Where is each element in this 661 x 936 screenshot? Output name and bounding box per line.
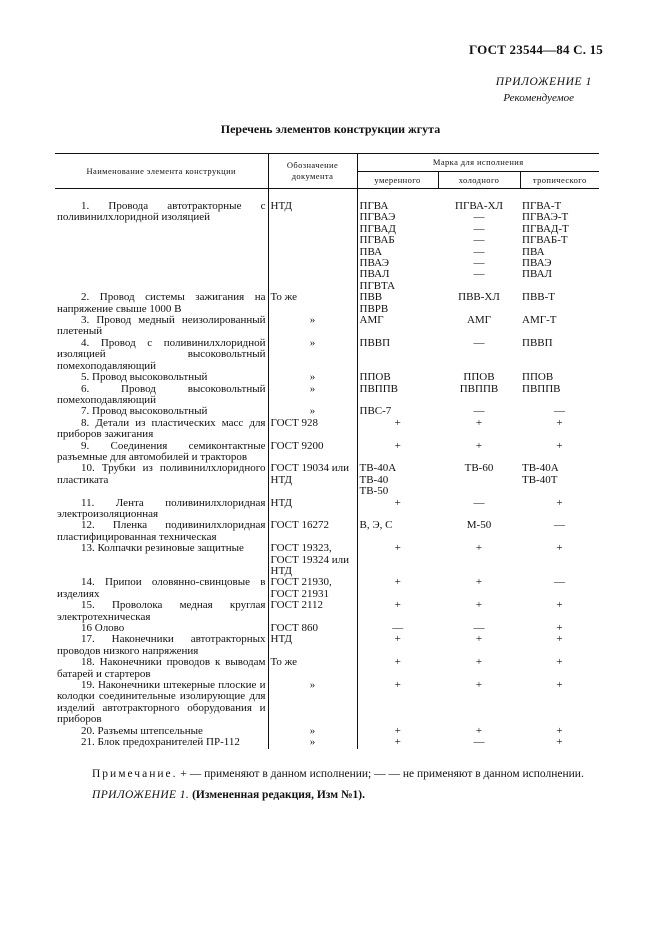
cold-mark-text: ПГВА-ХЛ — — — — — — xyxy=(455,200,503,281)
element-name-text: 5. Провод высоковольтный xyxy=(81,371,208,384)
element-name-text: 1. Провода автотракторные с поливинилхлоридной изоляцией xyxy=(57,200,266,224)
cold-mark-text: ПВППВ xyxy=(459,382,499,395)
cold-mark-cell xyxy=(438,680,520,726)
cold-mark-cell xyxy=(438,418,520,441)
cold-mark-cell xyxy=(438,657,520,680)
cold-mark-text: + xyxy=(475,656,483,669)
header-cold: холодного xyxy=(438,172,520,189)
document-text: То же xyxy=(270,291,297,304)
moderate-mark-text: + xyxy=(394,416,401,429)
tropical-mark-text: + xyxy=(556,622,563,635)
cold-mark-text: — xyxy=(473,736,485,749)
cold-mark-cell xyxy=(438,441,520,464)
document-cell xyxy=(268,634,357,657)
moderate-mark-text: + xyxy=(394,542,401,555)
document-cell xyxy=(268,315,357,338)
cold-mark-text: — xyxy=(473,622,485,635)
tropical-mark-text: + xyxy=(556,542,563,555)
document-text: » xyxy=(309,736,316,749)
cold-mark-text: АМГ xyxy=(466,314,492,327)
document-cell xyxy=(268,543,357,577)
document-text: ГОСТ 21930, ГОСТ 21931 xyxy=(270,576,332,600)
tropical-mark-cell xyxy=(520,463,599,497)
moderate-mark-text: В, Э, С xyxy=(359,519,393,532)
tropical-mark-cell xyxy=(520,315,599,338)
element-name-cell xyxy=(55,384,268,407)
document-text: ГОСТ 19323, ГОСТ 19324 или НТД xyxy=(270,542,349,577)
tropical-mark-text: ППОВ xyxy=(522,371,554,384)
table-body xyxy=(55,189,599,749)
table-row xyxy=(55,463,599,497)
moderate-mark-text: ПВС-7 xyxy=(359,405,392,418)
table-row xyxy=(55,577,599,600)
cold-mark-text: + xyxy=(475,599,483,612)
element-name-cell xyxy=(55,543,268,577)
header-name: Наименование элемента конструкции xyxy=(55,154,268,189)
document-cell xyxy=(268,520,357,543)
table-row xyxy=(55,441,599,464)
cold-mark-cell xyxy=(438,315,520,338)
cold-mark-cell xyxy=(438,577,520,600)
element-name-text: 10. Трубки из поливинилхлоридного пластиката xyxy=(57,462,266,486)
document-cell xyxy=(268,600,357,623)
element-name-cell xyxy=(55,680,268,726)
moderate-mark-cell xyxy=(357,657,438,680)
tropical-mark-text: — xyxy=(554,576,565,589)
cold-mark-text: ППОВ xyxy=(463,371,495,384)
cold-mark-cell xyxy=(438,634,520,657)
document-text: ГОСТ 928 xyxy=(270,416,318,429)
moderate-mark-text: + xyxy=(394,724,401,737)
cold-mark-text: ТВ-60 xyxy=(464,462,494,475)
table-note xyxy=(92,768,584,780)
element-name-text: 17. Наконечники автотракторных проводов низкого напряжения xyxy=(57,633,266,657)
table-title: Перечень элементов конструкции жгута xyxy=(220,122,441,136)
moderate-mark-cell xyxy=(357,292,438,315)
moderate-mark-text: ПВВ ПВРВ xyxy=(359,291,389,315)
moderate-mark-text: ПВППВ xyxy=(359,382,399,395)
tropical-mark-text: + xyxy=(556,724,563,737)
tropical-mark-cell xyxy=(520,292,599,315)
tropical-mark-text: ПГВА-Т ПГВАЭ-Т ПГВАД-Т ПГВАБ-Т ПВА ПВАЭ ПВАЛ xyxy=(522,200,569,281)
revision-text: (Измененная редакция, Изм №1). xyxy=(192,789,365,801)
document-text: То же xyxy=(270,656,297,669)
element-name-cell xyxy=(55,737,268,748)
document-text: ГОСТ 19034 или НТД xyxy=(270,462,349,486)
table-row xyxy=(55,737,599,748)
tropical-mark-text: АМГ-Т xyxy=(522,314,557,327)
cold-mark-cell xyxy=(438,498,520,521)
cold-mark-cell xyxy=(438,737,520,748)
document-cell xyxy=(268,463,357,497)
tropical-mark-text: + xyxy=(556,736,563,749)
moderate-mark-text: ПГВА ПГВАЭ ПГВАД ПГВАБ ПВА ПВАЭ ПВАЛ ПГВТА xyxy=(359,200,396,292)
revision-appendix: ПРИЛОЖЕНИЕ 1. xyxy=(92,789,190,801)
table-row xyxy=(55,418,599,441)
appendix-label: ПРИЛОЖЕНИЕ 1 xyxy=(495,76,592,88)
moderate-mark-cell xyxy=(357,463,438,497)
document-text: » xyxy=(309,336,316,349)
tropical-mark-cell xyxy=(520,634,599,657)
document-cell xyxy=(268,441,357,464)
cold-mark-text: + xyxy=(475,439,483,452)
cold-mark-cell xyxy=(438,600,520,623)
element-name-cell xyxy=(55,315,268,338)
tropical-mark-text: ПВВ-Т xyxy=(522,291,555,304)
element-name-text: 19. Наконечники штекерные плоские и колодки соединительные изолирующие для изделий автотракторного оборудования и приборов xyxy=(57,679,266,726)
element-name-cell xyxy=(55,520,268,543)
element-name-cell xyxy=(55,418,268,441)
table-row xyxy=(55,657,599,680)
document-cell xyxy=(268,657,357,680)
document-text: » xyxy=(309,724,316,737)
moderate-mark-cell xyxy=(357,520,438,543)
table-row xyxy=(55,634,599,657)
cold-mark-text: + xyxy=(475,724,483,737)
tropical-mark-text: ТВ-40А ТВ-40Т xyxy=(522,462,559,486)
element-name-text: 6. Провод высоковольтный помехоподавляющий xyxy=(57,382,266,406)
document-text: » xyxy=(309,371,316,384)
moderate-mark-cell xyxy=(357,418,438,441)
table-row xyxy=(55,201,599,292)
tropical-mark-text: — xyxy=(554,519,565,532)
cold-mark-text: + xyxy=(475,416,483,429)
table-row xyxy=(55,600,599,623)
header-mark: Марка для исполнения xyxy=(357,154,599,172)
tropical-mark-text: + xyxy=(556,656,563,669)
element-name-cell xyxy=(55,441,268,464)
cold-mark-cell xyxy=(438,201,520,292)
document-text: » xyxy=(309,314,316,327)
revision-note xyxy=(92,789,365,801)
element-name-cell xyxy=(55,600,268,623)
cold-mark-cell xyxy=(438,292,520,315)
tropical-mark-cell xyxy=(520,201,599,292)
moderate-mark-text: ТВ-40А ТВ-40 ТВ-50 xyxy=(359,462,397,498)
document-reference: ГОСТ 23544—84 С. 15 xyxy=(469,42,603,57)
document-cell xyxy=(268,577,357,600)
element-name-text: 14. Припои оловянно-свинцовые в изделиях xyxy=(57,576,266,600)
document-cell xyxy=(268,384,357,407)
cold-mark-cell xyxy=(438,520,520,543)
cold-mark-cell xyxy=(438,463,520,497)
element-name-cell xyxy=(55,463,268,497)
element-name-text: 13. Колпачки резиновые защитные xyxy=(81,542,244,555)
moderate-mark-text: + xyxy=(394,656,401,669)
cold-mark-cell xyxy=(438,384,520,407)
document-cell xyxy=(268,737,357,748)
element-name-text: 18. Наконечники проводов к выводам батарей и стартеров xyxy=(57,656,266,680)
tropical-mark-text: + xyxy=(556,439,563,452)
tropical-mark-text: ПВППВ xyxy=(522,382,561,395)
element-name-cell xyxy=(55,292,268,315)
element-name-text: 7. Провод высоковольтный xyxy=(81,405,208,418)
table-row xyxy=(55,338,599,372)
cold-mark-text: + xyxy=(475,679,483,692)
element-name-text: 12. Пленка подивинилхлоридная пластифицированная техническая xyxy=(57,519,266,543)
tropical-mark-cell xyxy=(520,657,599,680)
element-name-text: 9. Соединения семиконтактные разъемные для автомобилей и тракторов xyxy=(57,439,266,463)
moderate-mark-cell xyxy=(357,680,438,726)
moderate-mark-cell xyxy=(357,634,438,657)
moderate-mark-cell xyxy=(357,201,438,292)
moderate-mark-text: АМГ xyxy=(359,314,384,327)
cold-mark-text: ПВВ-ХЛ xyxy=(458,291,500,304)
tropical-mark-text: + xyxy=(556,633,563,646)
tropical-mark-text: + xyxy=(556,496,563,509)
table-row xyxy=(55,680,599,726)
moderate-mark-cell xyxy=(357,737,438,748)
element-name-cell xyxy=(55,577,268,600)
moderate-mark-cell xyxy=(357,498,438,521)
document-text: » xyxy=(309,382,316,395)
note-text: + — применяют в данном исполнении; — — не применяют в данном исполнении. xyxy=(180,768,584,780)
document-text: ГОСТ 2112 xyxy=(270,599,324,612)
element-name-cell xyxy=(55,201,268,292)
moderate-mark-cell xyxy=(357,384,438,407)
document-text: ГОСТ 860 xyxy=(270,622,318,635)
cold-mark-text: + xyxy=(475,576,483,589)
document-text: » xyxy=(309,405,316,418)
tropical-mark-text: ПВВП xyxy=(522,336,553,349)
element-name-text: 11. Лента поливинилхлоридная электроизоляционная xyxy=(57,496,266,520)
elements-table xyxy=(55,153,599,749)
element-name-cell xyxy=(55,338,268,372)
tropical-mark-cell xyxy=(520,418,599,441)
tropical-mark-cell xyxy=(520,577,599,600)
moderate-mark-text: ППОВ xyxy=(359,371,391,384)
element-name-cell xyxy=(55,634,268,657)
tropical-mark-text: — xyxy=(554,405,565,418)
cold-mark-text: — xyxy=(473,405,485,418)
element-name-text: 16 Олово xyxy=(81,622,125,635)
moderate-mark-text: + xyxy=(394,736,401,749)
element-name-text: 15. Проволока медная круглая электротехническая xyxy=(57,599,266,623)
moderate-mark-text: + xyxy=(394,496,401,509)
tropical-mark-cell xyxy=(520,737,599,748)
moderate-mark-text: ПВВП xyxy=(359,336,391,349)
document-text: ГОСТ 9200 xyxy=(270,439,324,452)
moderate-mark-text: — xyxy=(392,622,404,635)
cold-mark-text: — xyxy=(473,336,485,349)
tropical-mark-cell xyxy=(520,680,599,726)
recommended-label: Рекомендуемое xyxy=(503,92,574,104)
header-document: Обозначение документа xyxy=(268,154,357,189)
document-text: НТД xyxy=(270,633,292,646)
element-name-text: 8. Детали из пластических масс для приборов зажигания xyxy=(57,416,266,441)
table-row xyxy=(55,315,599,338)
table-row xyxy=(55,543,599,577)
cold-mark-cell xyxy=(438,338,520,372)
document-text: НТД xyxy=(270,496,292,509)
tropical-mark-cell xyxy=(520,498,599,521)
document-cell xyxy=(268,292,357,315)
header-moderate: умеренного xyxy=(357,172,438,189)
tropical-mark-cell xyxy=(520,520,599,543)
table-row xyxy=(55,384,599,407)
cold-mark-text: + xyxy=(475,633,483,646)
tropical-mark-cell xyxy=(520,338,599,372)
moderate-mark-text: + xyxy=(394,576,401,589)
document-text: » xyxy=(309,679,316,692)
document-cell xyxy=(268,498,357,521)
tropical-mark-text: + xyxy=(556,599,563,612)
cold-mark-cell xyxy=(438,543,520,577)
tropical-mark-text: + xyxy=(556,679,563,692)
table-row xyxy=(55,498,599,521)
tropical-mark-cell xyxy=(520,600,599,623)
element-name-text: 3. Провод медный неизолированный плетеный xyxy=(57,314,266,338)
moderate-mark-text: + xyxy=(394,679,401,692)
document-cell xyxy=(268,338,357,372)
cold-mark-text: М-50 xyxy=(466,519,492,532)
moderate-mark-cell xyxy=(357,315,438,338)
table-row xyxy=(55,292,599,315)
table-row xyxy=(55,520,599,543)
moderate-mark-text: + xyxy=(394,439,401,452)
element-name-text: 21. Блок предохранителей ПР-112 xyxy=(81,736,240,749)
tropical-mark-cell xyxy=(520,543,599,577)
tropical-mark-cell xyxy=(520,441,599,464)
header-tropical: тропического xyxy=(520,172,599,189)
element-name-text: 20. Разъемы штепсельные xyxy=(81,724,203,737)
element-name-cell xyxy=(55,498,268,521)
element-name-cell xyxy=(55,657,268,680)
moderate-mark-text: + xyxy=(394,633,401,646)
moderate-mark-cell xyxy=(357,577,438,600)
moderate-mark-cell xyxy=(357,600,438,623)
document-cell xyxy=(268,201,357,292)
cold-mark-text: + xyxy=(475,542,483,555)
moderate-mark-cell xyxy=(357,441,438,464)
document-cell xyxy=(268,680,357,726)
document-text: ГОСТ 16272 xyxy=(270,519,329,532)
element-name-text: 4. Провод с поливинилхлоридной изоляцией высоковольтный помехоподавляющий xyxy=(57,336,266,372)
moderate-mark-text: + xyxy=(394,599,401,612)
moderate-mark-cell xyxy=(357,543,438,577)
document-cell xyxy=(268,418,357,441)
document-text: НТД xyxy=(270,200,292,212)
cold-mark-text: — xyxy=(473,496,485,509)
note-label: Примечание. xyxy=(92,768,178,780)
element-name-text: 2. Провод системы зажигания на напряжение свыше 1000 В xyxy=(57,291,266,315)
moderate-mark-cell xyxy=(357,338,438,372)
tropical-mark-text: + xyxy=(556,416,563,429)
tropical-mark-cell xyxy=(520,384,599,407)
